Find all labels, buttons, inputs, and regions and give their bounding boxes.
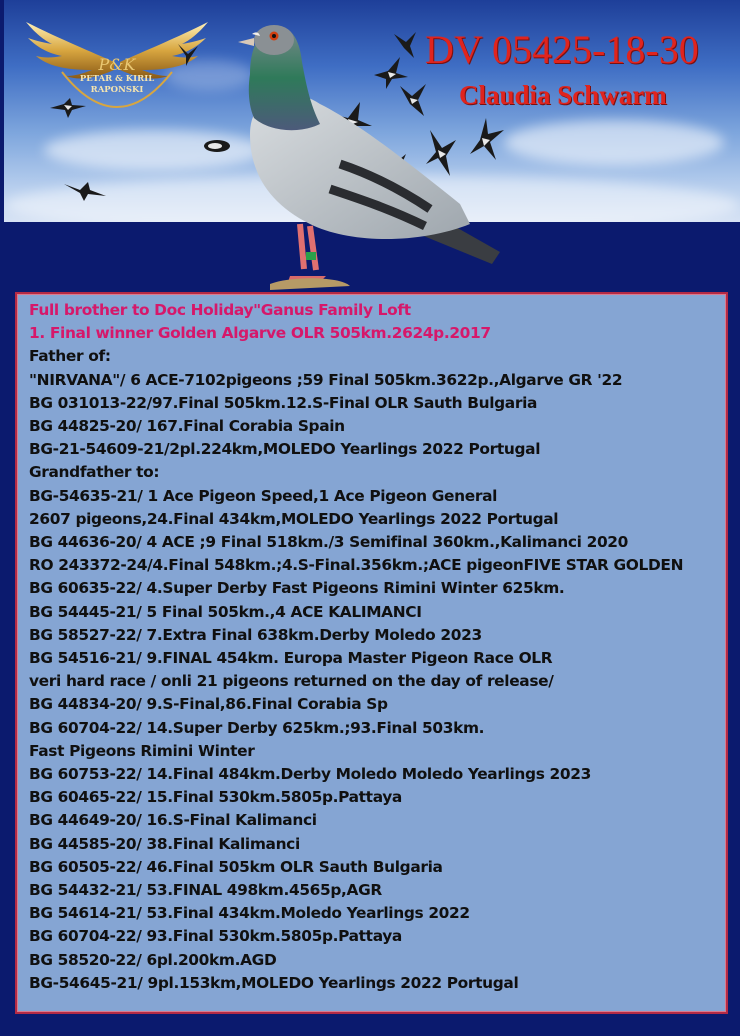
owner-name: Claudia Schwarm (459, 80, 667, 110)
pedigree-line: 2607 pigeons,24.Final 434km,MOLEDO Yearlings 2022 Portugal (29, 509, 559, 528)
pedigree-line: BG 60505-22/ 46.Final 505km OLR Sauth Bulgaria (29, 857, 443, 876)
pedigree-line: Father of: (29, 347, 111, 366)
pedigree-line: BG 58520-22/ 6pl.200km.AGD (29, 950, 277, 969)
logo-monogram: P&K (98, 55, 136, 74)
logo-text (62, 74, 172, 96)
pedigree-line: BG 031013-22/97.Final 505km.12.S-Final OLR Sauth Bulgaria (29, 393, 538, 412)
pedigree-line: BG-54645-21/ 9pl.153km,MOLEDO Yearlings 2022 Portugal (29, 973, 519, 992)
pedigree-line: BG 44649-20/ 16.S-Final Kalimanci (29, 811, 317, 830)
ring-number: DV 05425-18-30 (425, 27, 699, 72)
pedigree-line: BG 44834-20/ 9.S-Final,86.Final Corabia Sp (29, 695, 388, 714)
pedigree-line: Grandfather to: (29, 463, 160, 482)
flying-pigeon-icon (202, 136, 232, 154)
highlight-line: Full brother to Doc Holiday"Ganus Family Loft (29, 301, 411, 319)
flying-pigeon-icon (174, 40, 202, 68)
pedigree-line: "NIRVANA"/ 6 ACE-7102pigeons ;59 Final 505km.3622p.,Algarve GR '22 (29, 370, 623, 389)
flying-pigeon-icon (48, 96, 88, 120)
pedigree-line: BG 60465-22/ 15.Final 530km.5805p.Pattaya (29, 788, 402, 807)
pedigree-line: BG-54635-21/ 1 Ace Pigeon Speed,1 Ace Pigeon General (29, 486, 498, 505)
pigeon-photo-icon (230, 14, 520, 296)
pedigree-line: BG 60704-22/ 93.Final 530km.5805p.Pattaya (29, 927, 402, 946)
pedigree-line: BG 58527-22/ 7.Extra Final 638km.Derby Moledo 2023 (29, 625, 482, 644)
pedigree-line: BG 44825-20/ 167.Final Corabia Spain (29, 417, 345, 436)
pedigree-line: RO 243372-24/4.Final 548km.;4.S-Final.356km.;ACE pigeonFIVE STAR GOLDEN (29, 556, 684, 575)
pedigree-line: BG 54445-21/ 5 Final 505km.,4 ACE KALIMANCI (29, 602, 422, 621)
pedigree-line: BG 60704-22/ 14.Super Derby 625km.;93.Final 503km. (29, 718, 485, 737)
pedigree-line: BG 54432-21/ 53.FINAL 498km.4565p,AGR (29, 881, 382, 900)
pedigree-line: BG 54614-21/ 53.Final 434km.Moledo Yearlings 2022 (29, 904, 470, 923)
pedigree-panel (15, 292, 728, 1014)
pedigree-line: veri hard race / onli 21 pigeons returned on the day of release/ (29, 672, 554, 691)
pedigree-line: Fast Pigeons Rimini Winter (29, 741, 255, 760)
cloud (504, 120, 724, 165)
pedigree-line: BG 44585-20/ 38.Final Kalimanci (29, 834, 300, 853)
pedigree-line: BG 60635-22/ 4.Super Derby Fast Pigeons Rimini Winter 625km. (29, 579, 565, 598)
highlight-line: 1. Final winner Golden Algarve OLR 505km.2624p.2017 (29, 324, 491, 343)
pedigree-line: BG 54516-21/ 9.FINAL 454km. Europa Master Pigeon Race OLR (29, 649, 553, 668)
logo-line1: PETAR & KIRIL (79, 74, 155, 84)
flying-pigeon-icon (62, 178, 108, 202)
logo-line2: RAPONSKI (90, 85, 144, 95)
pedigree-line: BG 44636-20/ 4 ACE ;9 Final 518km./3 Semifinal 360km.,Kalimanci 2020 (29, 533, 629, 552)
pedigree-line: BG 60753-22/ 14.Final 484km.Derby Moledo Moledo Yearlings 2023 (29, 765, 591, 784)
pedigree-line: BG-21-54609-21/2pl.224km,MOLEDO Yearlings 2022 Portugal (29, 440, 541, 459)
